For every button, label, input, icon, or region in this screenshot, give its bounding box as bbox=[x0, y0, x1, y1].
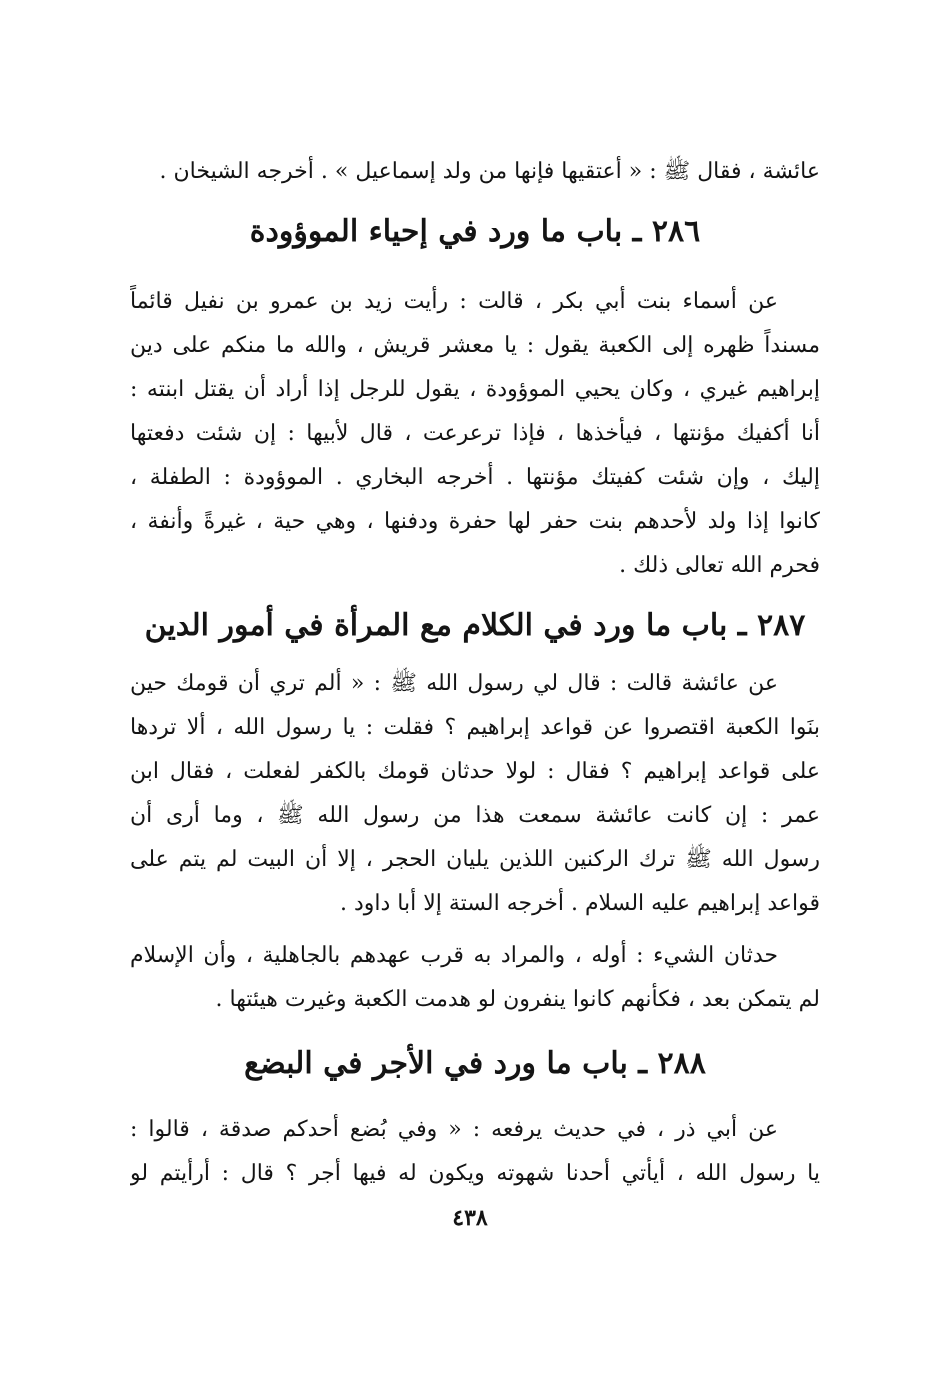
paragraph bbox=[130, 662, 820, 926]
intro-paragraph bbox=[130, 150, 820, 194]
text-line: عن أبي ذر ، في حديث يرفعه : « وفي بُضع أحدكم صدقة ، قالوا : bbox=[130, 1117, 778, 1142]
section-286 bbox=[130, 202, 820, 588]
text-line: مسنداً ظهره إلى الكعبة يقول : يا معشر قريش ، والله ما منكم على دين bbox=[130, 333, 820, 358]
section-heading: ٢٨٨ ـ باب ما ورد في الأجر في البضع bbox=[244, 1046, 706, 1081]
text-line: عائشة ، فقال ﷺ : « أعتقيها فإنها من ولد إسماعيل » . أخرجه الشيخان . bbox=[159, 159, 820, 184]
page-body bbox=[130, 150, 820, 1196]
text-line: إليك ، وإن شئت كفيتك مؤنتها . أخرجه البخاري . الموؤودة : الطفلة ، bbox=[130, 465, 820, 490]
paragraph bbox=[130, 934, 820, 1022]
section-heading: ٢٨٦ ـ باب ما ورد في إحياء الموؤودة bbox=[249, 214, 701, 249]
text-line: عن أسماء بنت أبي بكر ، قالت : رأيت زيد بن عمرو بن نفيل قائماً bbox=[130, 289, 778, 314]
text-line: يا رسول الله ، أيأتي أحدنا شهوته ويكون له فيها أجر ؟ قال : أرأيتم لو bbox=[130, 1161, 820, 1186]
text-line: عن عائشة قالت : قال لي رسول الله ﷺ : « ألم تري أن قومك حين bbox=[130, 671, 778, 696]
page-number: ٤٣٨ bbox=[452, 1205, 488, 1231]
text-line: حدثان الشيء : أوله ، والمراد به قرب عهدهم بالجاهلية ، وأن الإسلام bbox=[130, 943, 778, 968]
text-line: رسول الله ﷺ ترك الركنين اللذين يليان الحجر ، إلا أن البيت لم يتم على bbox=[130, 847, 820, 872]
section-288 bbox=[130, 1034, 820, 1196]
text-line: لم يتمكن بعد ، فكأنهم كانوا ينفرون لو هدمت الكعبة وغيرت هيئتها . bbox=[215, 987, 820, 1012]
text-line: بنَوا الكعبة اقتصروا عن قواعد إبراهيم ؟ فقلت : يا رسول الله ، ألا تردها bbox=[130, 715, 820, 740]
section-287 bbox=[130, 596, 820, 1022]
text-line: أنا أكفيك مؤنتها ، فيأخذها ، فإذا ترعرعت ، قال لأبيها : إن شئت دفعتها bbox=[130, 421, 820, 446]
paragraph bbox=[130, 280, 820, 588]
text-line: كانوا إذا ولد لأحدهم بنت حفر لها حفرة ودفنها ، وهي حية ، غيرةً وأنفة ، bbox=[130, 509, 820, 534]
text-line: إبراهيم غيري ، وكان يحيي الموؤودة ، يقول للرجل إذا أراد أن يقتل ابنته : bbox=[130, 377, 820, 402]
text-line: على قواعد إبراهيم ؟ فقال : لولا حدثان قومك بالكفر لفعلت ، فقال ابن bbox=[130, 759, 820, 784]
text-line: قواعد إبراهيم عليه السلام . أخرجه الستة إلا أبا داود . bbox=[339, 891, 820, 916]
section-heading: ٢٨٧ ـ باب ما ورد في الكلام مع المرأة في أمور الدين bbox=[144, 608, 806, 643]
text-line: فحرم الله تعالى ذلك . bbox=[619, 553, 820, 578]
paragraph bbox=[130, 1108, 820, 1196]
text-line: عمر : إن كانت عائشة سمعت هذا من رسول الله ﷺ ، وما أرى أن bbox=[130, 803, 820, 828]
